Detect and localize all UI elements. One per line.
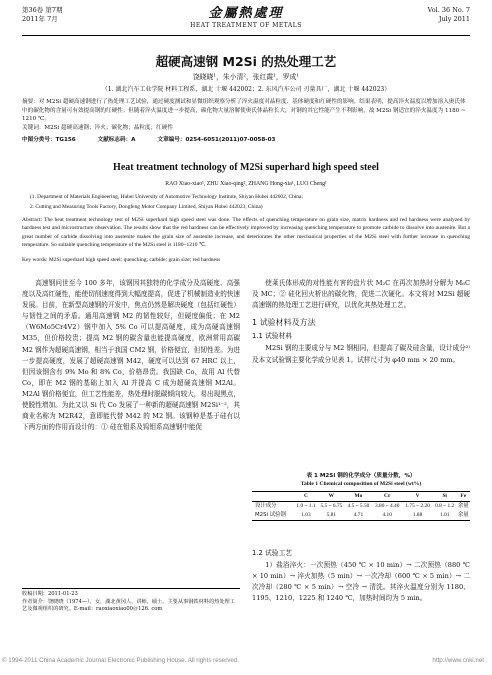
section-heading-1: 1 试验材料及方法 — [252, 318, 316, 328]
subsection-heading-1-1: 1.1 试验材料 — [252, 332, 293, 341]
article-number: 文章编号：0254-6051(2011)07-0058-03 — [157, 137, 276, 143]
date-cn: 2011年 7月 — [22, 15, 58, 23]
table-cell: 1.03 — [301, 512, 311, 518]
affiliation-cn: （1. 湖北汽车工业学院 材料工程系，湖北 十堰 442002；2. 东风汽车公司 刃量具厂，湖北 十堰 442023） — [101, 86, 391, 93]
header-right — [428, 6, 470, 24]
footnote — [22, 588, 240, 614]
subsection-heading-1-2: 1.2 试验工艺 — [252, 549, 293, 557]
affiliation-en-1: (1. Department of Materials Engineering, Hubei University of Automotive Technology Institute, Shiyan Hubei 442002, China; — [30, 194, 303, 200]
body-column-left — [22, 278, 240, 433]
table-header-row — [252, 492, 470, 502]
table-cell: 3.80 ~ 4.40 — [374, 503, 400, 509]
composition-table — [252, 491, 470, 521]
body-column-right — [252, 278, 470, 366]
received-date: 收稿日期：2011-01-23 — [22, 591, 78, 597]
copyright-text: © 1994-2011 China Academic Journal Electronic Publishing House. All rights reserved. — [2, 657, 239, 664]
copyright-footer — [0, 657, 492, 669]
keywords-en: Key words: M2Si superhard high speed steel; quenching; carbide; grain size; red hardness — [22, 257, 221, 263]
authors-cn: 饶晓晓¹，朱小清²，张红霞¹，罗成¹ — [192, 73, 300, 81]
paper-title-en: Heat treatment technology of M2Si superhard high speed steel — [113, 162, 379, 173]
table-cell: 1.75 ~ 2.20 — [405, 503, 430, 509]
table-cell: 0.8 ~ 1.2 — [435, 503, 455, 509]
table-row — [252, 511, 470, 521]
header-center — [22, 6, 470, 30]
table-header-cell: V — [415, 493, 420, 499]
table-header-cell — [252, 492, 294, 502]
table-cell: 5.5 ~ 6.75 — [320, 503, 343, 509]
table-cell: 余量 — [457, 503, 469, 509]
table-header-cell: Cr — [384, 493, 391, 499]
table-cell: M2Si 试验钢 — [255, 512, 286, 518]
paper-title-cn: 超硬高速钢 M2Si 的热处理工艺 — [155, 54, 337, 69]
running-header — [22, 6, 470, 36]
date-en: July 2011 — [438, 15, 470, 23]
table-header-cell: Si — [442, 493, 447, 499]
table-cell: 4.71 — [353, 512, 364, 518]
intro-paragraph-cont: 使莱氏体形成的对性能有害的盘片状 M₂C 在再次加热时分解为 M₆C 及 MC；② 硅化回火析出的碳化物，促进二次硬化。本文将对 M2Si 超硬高速钢的热处理工艺进行研究，以优化其热处理工艺。 — [252, 279, 470, 310]
table-header-cell: W — [328, 493, 335, 499]
clc-number: 中图分类号：TG156 — [22, 137, 76, 143]
table-header-cell: Mo — [354, 493, 363, 499]
table-cell: 余量 — [457, 512, 469, 518]
table-caption-cn: 表 1 M2Si 钢的化学成分（质量分数，%） — [306, 473, 416, 479]
table-row — [252, 502, 470, 512]
process-paragraph: 1）盐浴淬火：一次预热（450 ℃ × 10 min）→ 二次预热（880 ℃ × 10 min）→ 淬火加热（5 min）→ 一次冷却（600 ℃ × 5 min）→ 二次冷却（280 ℃ × 5 min）→ 空冷 → 清洗。其淬火温度分别为 1180、1195、1210、1225 和 1240 ℃，加热时间均为 5 min。 — [252, 561, 470, 603]
journal-logo: 金屬熱處理 — [208, 6, 284, 21]
table-header-cell: Fe — [460, 493, 467, 499]
abstract-en: Abstract: The heat treatment technology test of M2Si superhard high speed steel was done. The effects of quenching temperature on grain size, matrix hardness and red hardness were analyzed by hardness test and microstructure observation. The results show that the red hardness can be effectively improved by increasing quenching temperature to promote carbide to dissolve into austenite. But a great number of carbide dissolving into austenite makes the grain size of austenite increase, and deteriorates the other mechanical properties of the M2Si steel with further increase in quenching temperature. So suitable quenching temperature of the M2Si steel is 1180~1210 ℃. — [22, 217, 470, 248]
table-cell: 4.5 ~ 5.50 — [347, 503, 370, 509]
table-cell: 1.01 — [439, 512, 450, 518]
keywords-cn: 关键词：M2Si 超硬高速钢；淬火；碳化物；晶粒度；红硬性 — [22, 125, 173, 131]
abstract-cn: 摘要：对 M2Si 超硬高速钢进行了热处理工艺试验，通过硬度测试和显微组织观察分析了淬火温度对晶粒度、基体硬度和红硬性的影响。结果表明，提高淬火温度以增加溶入奥氏体中的碳化物的含量可有效提高钢的红硬性；但随着淬火温度进一步提高，碳化物大量溶解使奥氏体晶粒长大，对钢的其它性能产生不利影响，故 M2Si 钢适宜的淬火温度为 1180 ~ 1210 ℃。 — [22, 99, 466, 123]
classification-line — [22, 135, 470, 143]
table-caption-en: Table 1 Chemical composition of M2Si steel (wt%) — [300, 481, 422, 487]
authors-en: RAO Xiao-xiao¹, ZHU Xiao-qing², ZHANG Hong-xia¹, LUO Cheng¹ — [165, 181, 327, 187]
table-cell: 4.10 — [382, 512, 392, 518]
affiliation-en-2: 2. Cutting and Measuring Tools Factory, Dongfeng Motor Company Limited, Shiyan Hubei 442023, China) — [30, 204, 263, 210]
document-code: 文献标志码：A — [97, 137, 136, 143]
intro-paragraph: 高速钢问世至今 100 多年，该钢因其独特的化学成分及高硬度、高强度以及高红硬性，能使切削速度得到大幅度提高，促进了机械制造业的快速发展。目前，在新型高速钢的开发中，焦点仍然是解决硬度（包括红硬性）与韧性之间的矛盾。通用高速钢 M2 的韧性较好，但硬度偏低；在 M2（W6Mo5Cr4V2）钢中加入 5% Co 可以提高硬度，成为高硬高速钢 M35，但价格较贵；提高 M2 钢的碳含量也能提高硬度，欧洲常用高碳 M2 钢作为超硬高速钢，相当于我国 CM2 钢，价格便宜，但韧性差。为进一步提高硬度，发展了超硬高速钢 M42，硬度可以达到 67 HRC 以上，但因该钢含有 9% Mo 和 8% Co，价格昂贵。我国缺 Co，故用 Al 代替 Co，即在 M2 钢的基础上加入 Al 并提高 C 成为超硬高速钢 M2Al。M2Al 钢价格便宜，但工艺性能差，热处理时脱碳倾向较大，易出现黑点，使脱性增加。为此又以 Si 代 Co 发展了一种新的超硬高速钢 M2Si¹⁻²，其商业名称为 M2R42，意即能代替 M42 的 M2 钢。该钢种是基于硅有以下两方面的作用而设计的：① 硅在钼系及钨钼系高速钢中能促 — [22, 279, 240, 432]
table-cell: 1.88 — [412, 512, 423, 518]
table-header-cell: C — [304, 493, 308, 499]
volume-en: Vol. 36 No. 7 — [427, 6, 470, 14]
volume-cn: 第36卷 第7期 — [22, 6, 63, 14]
cnki-link[interactable]: http://www.cnki.net — [432, 657, 484, 664]
materials-paragraph: M2Si 钢的主要成分与 M2 钢相同，但提高了碳及硅含量，设计成分²⁾及本文试验钢主要化学成分见表 1。试样尺寸为 φ40 mm × 20 mm。 — [252, 344, 470, 364]
table-cell: 设计成分 — [255, 503, 277, 509]
table-cell: 5.81 — [326, 512, 337, 518]
journal-name-en: HEAT TREATMENT OF METALS — [190, 22, 302, 29]
author-bio: 作者简介：饶晓晓（1974—），女，湖北黄冈人，讲师，硕士，主要从事钢铁材料的热处理工艺及微观组织的研究。E-mail：raoxiaoxiao00＠126. com — [22, 598, 235, 613]
table-cell: 1.0 ~ 1.1 — [296, 503, 316, 509]
body-column-right-lower — [252, 546, 470, 604]
